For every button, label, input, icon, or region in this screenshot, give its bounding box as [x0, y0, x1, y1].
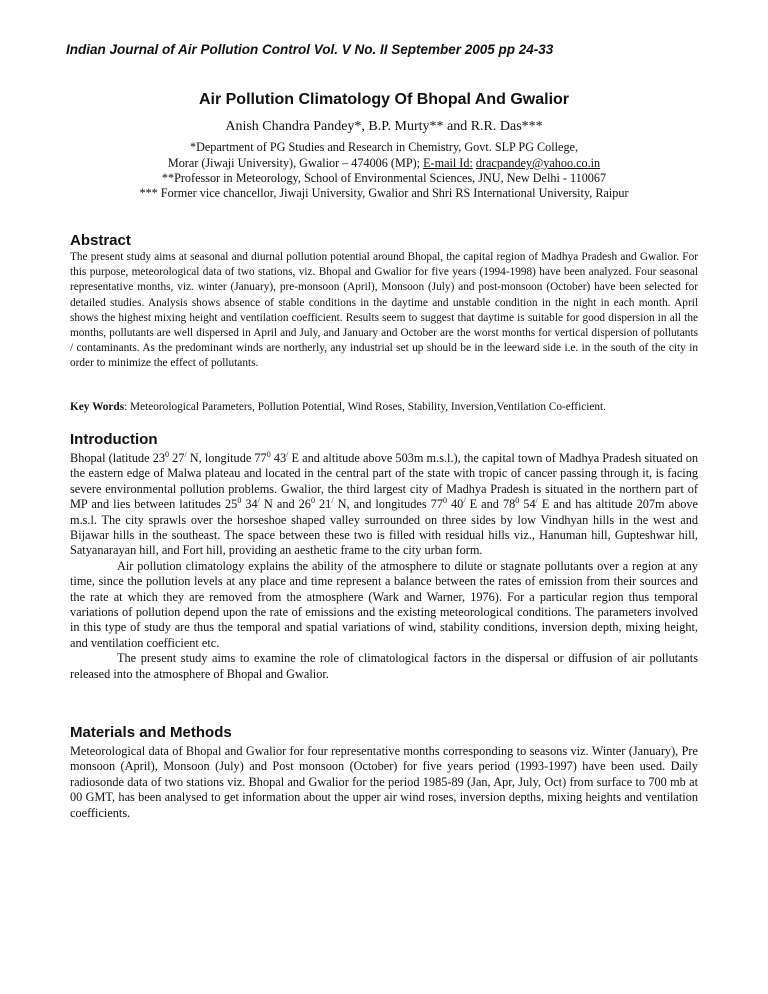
keywords-label: Key Words — [70, 401, 125, 413]
email-label: E-mail Id: — [423, 156, 473, 170]
affiliation-2 — [0, 156, 768, 171]
affiliation-4: *** Former vice chancellor, Jiwaji University, Gwalior and Shri RS International University, Raipur — [139, 186, 629, 200]
introduction-heading: Introduction — [70, 431, 158, 448]
affiliation-3: **Professor in Meteorology, School of Environmental Sciences, JNU, New Delhi - 110067 — [161, 171, 607, 185]
abstract-heading: Abstract — [70, 232, 131, 249]
journal-citation: Indian Journal of Air Pollution Control Vol. V No. II September 2005 pp 24-33 — [66, 42, 554, 57]
methods-text: Meteorological data of Bhopal and Gwalior for four representative months corresponding to seasons viz. Winter (January), Pre monsoon (April), Monsoon (July) and Post monsoon (October) for five years period (1993-1997) have been used. Daily radiosonde data of two stations viz. Bhopal and Gwalior for the period 1985-89 (Jan, Apr, July, Oct) from surface to 700 mb at 00 GMT, has been analysed to get information about the upper air wind roses, inversion depths, mixing heights and ventilation coefficients. — [70, 744, 698, 820]
keywords-line — [70, 401, 606, 413]
paper-title: Air Pollution Climatology Of Bhopal And Gwalior — [198, 91, 570, 108]
introduction-paragraph-2: Air pollution climatology explains the ability of the atmosphere to dilute or stagnate pollutants over a region at any time, since the pollution levels at any place and time represent a balance between the rates of emission from their sources and the rate at which they are removed from the atmosphere (Wark and Warner, 1976). For a particular region thus temporal variations of pollution depend upon the rate of emissions and the existing meteorological conditions. The parameters involved in this type of study are thus the temporal and spatial variations of wind, stability conditions, inversion depth, mixing height, and ventilation coefficient etc. — [70, 558, 698, 650]
author-list: Anish Chandra Pandey*, B.P. Murty** and R.R. Das*** — [225, 119, 543, 134]
introduction-paragraph-1: Bhopal (latitude $23^0$ 27/ N, longitude $77^0$ 43/ E and altitude above 503m m.s.l.), the capital town of Madhya Pradesh situated on the eastern edge of Malwa plateau and located in the central part of the state with tropic of cancer passing through it, is facing severe environmental pollution problems. Gwalior, the third largest city of Madhya Pradesh is situated in the northern part of MP and lies between latitudes $25^0$ 34/ N and $26^0$ 21/ N, and longitudes $77^0$ 40/ E and $78^0$ 54/ E and has altitude 207m above m.s.l. The city sprawls over the horseshoe shaped valley surrounded on three sides by low Vindhyan hills in the west and Bijawar hills in the southeast. The space between these two is filled with residual hills viz., Hanuman hill, Gupteshwar hill, Satyanarayan hill, and Fort hill, providing an aesthetic frame to the city urban form. — [70, 450, 699, 558]
keywords-text: : Meteorological Parameters, Pollution Potential, Wind Roses, Stability, Inversion,Ventilation Co-efficient. — [124, 401, 606, 413]
affiliation-1: *Department of PG Studies and Research in Chemistry, Govt. SLP PG College, — [189, 140, 579, 154]
introduction-paragraph-3: The present study aims to examine the role of climatological factors in the dispersal or diffusion of air pollutants released into the atmosphere of Bhopal and Gwalior. — [70, 651, 698, 681]
introduction-body — [70, 451, 698, 682]
methods-heading: Materials and Methods — [70, 724, 232, 741]
abstract-text: The present study aims at seasonal and diurnal pollution potential around Bhopal, the capital region of Madhya Pradesh and Gwalior. For this purpose, meteorological data of two stations, viz. Bhopal and Gwalior for five years (1994-1998) have been analyzed. Four seasonal representative months, viz. winter (January), pre-monsoon (April), Monsoon (July) and post-monsoon (October) have been selected for detailed studies. Analysis shows absence of stable conditions in the daytime and unstable condition in the night in each month. April shows the highest mixing height and ventilation coefficient. Results seem to suggest that daytime is suitable for good dispersion in all the months, pollutants are well dispersed in April and July, and January and October are the worst months for vertical dispersion of pollutants / contaminants. As the predominant winds are northerly, any industrial set up should be in the leeward side i.e. in the south of the city in order to minimize the effect of pollutants. — [70, 251, 698, 370]
email-link[interactable]: dracpandey@yahoo.co.in — [475, 156, 601, 170]
affiliation-2-address: Morar (Jiwaji University), Gwalior – 474006 (MP); — [167, 156, 421, 170]
